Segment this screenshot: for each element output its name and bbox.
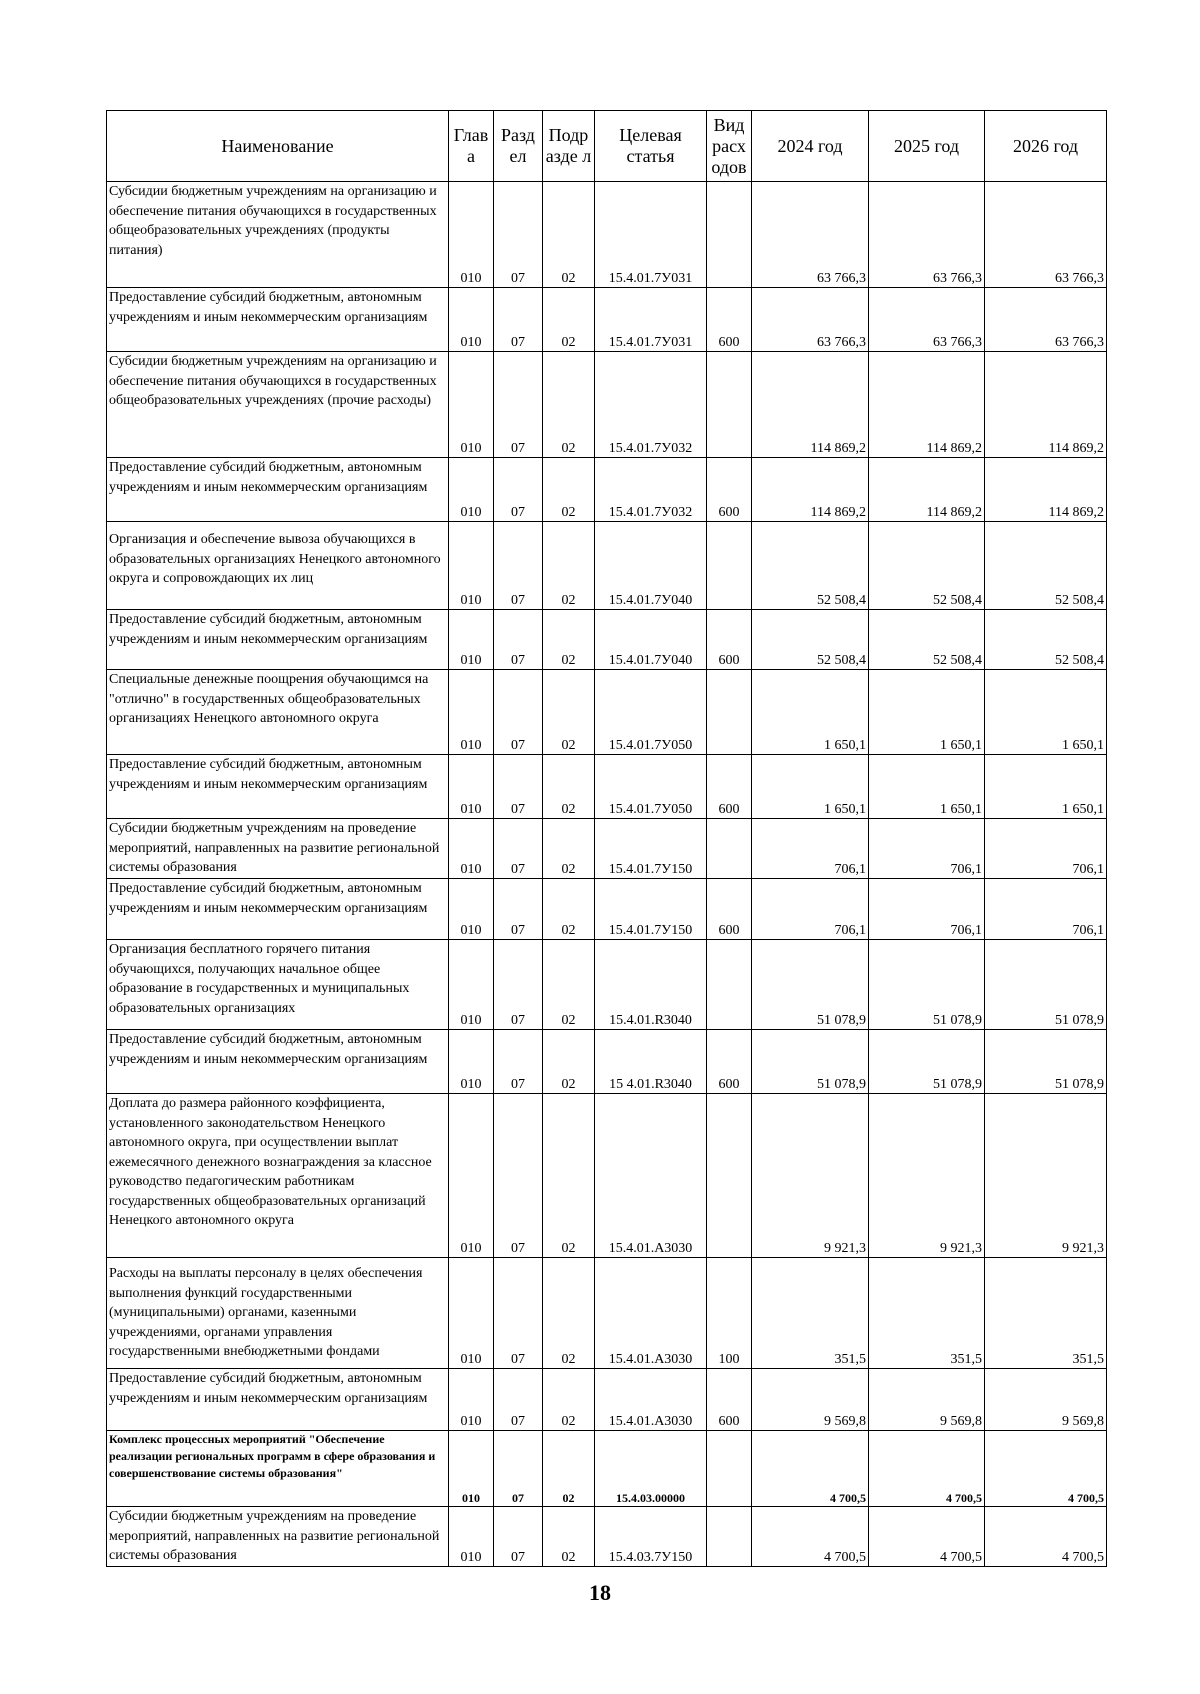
row-2026: 52 508,4: [985, 610, 1107, 670]
row-glava: 010: [449, 1431, 494, 1507]
row-podrazdel: 02: [543, 1030, 595, 1094]
table-row: [107, 1258, 1107, 1369]
row-razdel: 07: [494, 522, 543, 610]
table-row: [107, 1030, 1107, 1094]
row-2026: 9 569,8: [985, 1369, 1107, 1431]
table-row: [107, 522, 1107, 610]
row-vid: 600: [707, 1369, 752, 1431]
row-name: Предоставление субсидий бюджетным, автономным учреждениям и иным некоммерческим организациям: [107, 458, 449, 522]
row-name: Предоставление субсидий бюджетным, автономным учреждениям и иным некоммерческим организациям: [107, 288, 449, 352]
row-name: Доплата до размера районного коэффициента, установленного законодательством Ненецкого автономного округа, при осуществлении выплат ежемесячного денежного вознаграждения за классное руководство педагогическим работникам государственных общеобразовательных организаций Ненецкого автономного округа: [107, 1094, 449, 1258]
row-podrazdel: 02: [543, 879, 595, 940]
row-podrazdel: 02: [543, 670, 595, 755]
row-2025: 51 078,9: [869, 1030, 985, 1094]
row-razdel: 07: [494, 1030, 543, 1094]
row-razdel: 07: [494, 755, 543, 819]
row-razdel: 07: [494, 819, 543, 879]
row-name: Субсидии бюджетным учреждениям на проведение мероприятий, направленных на развитие региональной системы образования: [107, 819, 449, 879]
row-name: Организация бесплатного горячего питания обучающихся, получающих начальное общее образование в государственных и муниципальных образовательных организациях: [107, 940, 449, 1030]
row-tselevaya: 15.4.01.A3030: [595, 1369, 707, 1431]
row-2024: 51 078,9: [752, 1030, 869, 1094]
row-glava: 010: [449, 288, 494, 352]
row-2026: 9 921,3: [985, 1094, 1107, 1258]
table-row: [107, 879, 1107, 940]
row-razdel: 07: [494, 1369, 543, 1431]
table-row: [107, 182, 1107, 288]
row-vid: 600: [707, 610, 752, 670]
row-podrazdel: 02: [543, 819, 595, 879]
row-2025: 706,1: [869, 819, 985, 879]
row-glava: 010: [449, 458, 494, 522]
row-podrazdel: 02: [543, 1258, 595, 1369]
row-2026: 351,5: [985, 1258, 1107, 1369]
row-2025: 51 078,9: [869, 940, 985, 1030]
row-tselevaya: 15.4.01.7У050: [595, 755, 707, 819]
row-2024: 52 508,4: [752, 610, 869, 670]
row-name: Субсидии бюджетным учреждениям на организацию и обеспечение питания обучающихся в государственных общеобразовательных учреждениях (продукты питания): [107, 182, 449, 288]
row-razdel: 07: [494, 610, 543, 670]
row-name: Предоставление субсидий бюджетным, автономным учреждениям и иным некоммерческим организациям: [107, 755, 449, 819]
row-glava: 010: [449, 940, 494, 1030]
row-glava: 010: [449, 610, 494, 670]
row-razdel: 07: [494, 352, 543, 458]
row-2026: 52 508,4: [985, 522, 1107, 610]
row-2025: 1 650,1: [869, 755, 985, 819]
row-podrazdel: 02: [543, 182, 595, 288]
row-2025: 1 650,1: [869, 670, 985, 755]
row-vid: 100: [707, 1258, 752, 1369]
row-2024: 9 921,3: [752, 1094, 869, 1258]
page-number: 18: [589, 1580, 611, 1605]
row-vid: [707, 1431, 752, 1507]
row-name: Предоставление субсидий бюджетным, автономным учреждениям и иным некоммерческим организациям: [107, 610, 449, 670]
table-row: [107, 1094, 1107, 1258]
row-name: Специальные денежные поощрения обучающимся на "отлично" в государственных общеобразовательных организациях Ненецкого автономного округа: [107, 670, 449, 755]
row-glava: 010: [449, 352, 494, 458]
row-vid: 600: [707, 458, 752, 522]
row-podrazdel: 02: [543, 1094, 595, 1258]
row-2025: 9 921,3: [869, 1094, 985, 1258]
row-2024: 63 766,3: [752, 182, 869, 288]
row-2026: 63 766,3: [985, 182, 1107, 288]
row-vid: [707, 1094, 752, 1258]
row-2026: 114 869,2: [985, 458, 1107, 522]
row-tselevaya: 15.4.01.7У040: [595, 610, 707, 670]
row-vid: 600: [707, 755, 752, 819]
row-glava: 010: [449, 522, 494, 610]
row-podrazdel: 02: [543, 352, 595, 458]
table-row: [107, 940, 1107, 1030]
row-tselevaya: 15.4.03.00000: [595, 1431, 707, 1507]
row-vid: 600: [707, 288, 752, 352]
row-2024: 63 766,3: [752, 288, 869, 352]
row-podrazdel: 02: [543, 1507, 595, 1567]
row-podrazdel: 02: [543, 1369, 595, 1431]
row-2026: 706,1: [985, 819, 1107, 879]
row-2024: 9 569,8: [752, 1369, 869, 1431]
row-2025: 63 766,3: [869, 182, 985, 288]
header-2026: 2026 год: [985, 111, 1107, 182]
row-name: Организация и обеспечение вывоза обучающихся в образовательных организациях Ненецкого автономного округа и сопровождающих их лиц: [107, 522, 449, 610]
budget-table: [106, 110, 1107, 1567]
row-vid: [707, 522, 752, 610]
row-name: Предоставление субсидий бюджетным, автономным учреждениям и иным некоммерческим организациям: [107, 1369, 449, 1431]
row-2026: 1 650,1: [985, 670, 1107, 755]
row-razdel: 07: [494, 1094, 543, 1258]
row-2026: 51 078,9: [985, 1030, 1107, 1094]
header-glava: Глав а: [449, 111, 494, 182]
table-row: [107, 288, 1107, 352]
row-2024: 4 700,5: [752, 1507, 869, 1567]
row-name: Субсидии бюджетным учреждениям на проведение мероприятий, направленных на развитие региональной системы образования: [107, 1507, 449, 1567]
row-podrazdel: 02: [543, 610, 595, 670]
row-2025: 4 700,5: [869, 1507, 985, 1567]
row-glava: 010: [449, 819, 494, 879]
row-vid: 600: [707, 879, 752, 940]
row-razdel: 07: [494, 182, 543, 288]
row-2024: 706,1: [752, 879, 869, 940]
row-glava: 010: [449, 1507, 494, 1567]
row-2026: 114 869,2: [985, 352, 1107, 458]
row-tselevaya: 15.4.01.7У040: [595, 522, 707, 610]
header-tselevaya: Целевая статья: [595, 111, 707, 182]
row-name: Расходы на выплаты персоналу в целях обеспечения выполнения функций государственными (муниципальными) органами, казенными учреждениями, органами управления государственными внебюджетными фондами: [107, 1258, 449, 1369]
row-tselevaya: 15.4.01.7У150: [595, 819, 707, 879]
row-tselevaya: 15.4.03.7У150: [595, 1507, 707, 1567]
header-row: [107, 111, 1107, 182]
row-2024: 1 650,1: [752, 670, 869, 755]
row-podrazdel: 02: [543, 288, 595, 352]
row-razdel: 07: [494, 1258, 543, 1369]
row-razdel: 07: [494, 940, 543, 1030]
row-2026: 4 700,5: [985, 1431, 1107, 1507]
table-row: [107, 1431, 1107, 1507]
row-name: Комплекс процессных мероприятий "Обеспечение реализации региональных программ в сфере образования и совершенствование системы образования": [107, 1431, 449, 1507]
row-2025: 52 508,4: [869, 610, 985, 670]
row-2024: 351,5: [752, 1258, 869, 1369]
row-podrazdel: 02: [543, 1431, 595, 1507]
row-2025: 9 569,8: [869, 1369, 985, 1431]
row-vid: [707, 819, 752, 879]
row-2026: 1 650,1: [985, 755, 1107, 819]
row-vid: [707, 352, 752, 458]
header-name: Наименование: [107, 111, 449, 182]
row-name: Субсидии бюджетным учреждениям на организацию и обеспечение питания обучающихся в государственных общеобразовательных учреждениях (прочие расходы): [107, 352, 449, 458]
row-2025: 114 869,2: [869, 458, 985, 522]
row-razdel: 07: [494, 288, 543, 352]
row-razdel: 07: [494, 879, 543, 940]
header-2025: 2025 год: [869, 111, 985, 182]
row-tselevaya: 15.4.01.7У050: [595, 670, 707, 755]
row-2026: 4 700,5: [985, 1507, 1107, 1567]
row-tselevaya: 15.4.01.7У150: [595, 879, 707, 940]
row-razdel: 07: [494, 1507, 543, 1567]
row-2026: 51 078,9: [985, 940, 1107, 1030]
row-razdel: 07: [494, 670, 543, 755]
row-2025: 4 700,5: [869, 1431, 985, 1507]
table-row: [107, 1369, 1107, 1431]
header-2024: 2024 год: [752, 111, 869, 182]
row-2025: 63 766,3: [869, 288, 985, 352]
row-vid: [707, 182, 752, 288]
row-2025: 52 508,4: [869, 522, 985, 610]
row-tselevaya: 15.4.01.7У032: [595, 352, 707, 458]
header-podrazdel: Подр азде л: [543, 111, 595, 182]
row-glava: 010: [449, 670, 494, 755]
row-2024: 4 700,5: [752, 1431, 869, 1507]
row-glava: 010: [449, 755, 494, 819]
row-vid: [707, 1507, 752, 1567]
row-2024: 114 869,2: [752, 458, 869, 522]
row-2024: 1 650,1: [752, 755, 869, 819]
header-razdel: Разд ел: [494, 111, 543, 182]
row-name: Предоставление субсидий бюджетным, автономным учреждениям и иным некоммерческим организациям: [107, 1030, 449, 1094]
row-podrazdel: 02: [543, 522, 595, 610]
row-vid: [707, 670, 752, 755]
row-vid: [707, 940, 752, 1030]
table-row: [107, 819, 1107, 879]
row-glava: 010: [449, 182, 494, 288]
row-tselevaya: 15.4.01.7У031: [595, 182, 707, 288]
row-glava: 010: [449, 879, 494, 940]
row-razdel: 07: [494, 1431, 543, 1507]
row-tselevaya: 15.4.01.R3040: [595, 940, 707, 1030]
row-podrazdel: 02: [543, 940, 595, 1030]
header-vid: Вид расх одов: [707, 111, 752, 182]
row-razdel: 07: [494, 458, 543, 522]
row-2026: 63 766,3: [985, 288, 1107, 352]
row-2025: 706,1: [869, 879, 985, 940]
row-2024: 114 869,2: [752, 352, 869, 458]
row-2024: 52 508,4: [752, 522, 869, 610]
row-tselevaya: 15.4.01.7У031: [595, 288, 707, 352]
table-row: [107, 610, 1107, 670]
row-2024: 706,1: [752, 819, 869, 879]
row-glava: 010: [449, 1258, 494, 1369]
row-podrazdel: 02: [543, 458, 595, 522]
row-vid: 600: [707, 1030, 752, 1094]
row-glava: 010: [449, 1369, 494, 1431]
table-row: [107, 670, 1107, 755]
row-podrazdel: 02: [543, 755, 595, 819]
table-row: [107, 1507, 1107, 1567]
table-row: [107, 458, 1107, 522]
row-glava: 010: [449, 1030, 494, 1094]
row-tselevaya: 15.4.01.7У032: [595, 458, 707, 522]
row-2025: 351,5: [869, 1258, 985, 1369]
row-2026: 706,1: [985, 879, 1107, 940]
row-tselevaya: 15.4.01.A3030: [595, 1094, 707, 1258]
table-row: [107, 755, 1107, 819]
row-tselevaya: 15.4.01.A3030: [595, 1258, 707, 1369]
table-body: [107, 182, 1107, 1567]
row-2025: 114 869,2: [869, 352, 985, 458]
row-tselevaya: 15 4.01.R3040: [595, 1030, 707, 1094]
row-glava: 010: [449, 1094, 494, 1258]
table-row: [107, 352, 1107, 458]
row-name: Предоставление субсидий бюджетным, автономным учреждениям и иным некоммерческим организациям: [107, 879, 449, 940]
row-2024: 51 078,9: [752, 940, 869, 1030]
